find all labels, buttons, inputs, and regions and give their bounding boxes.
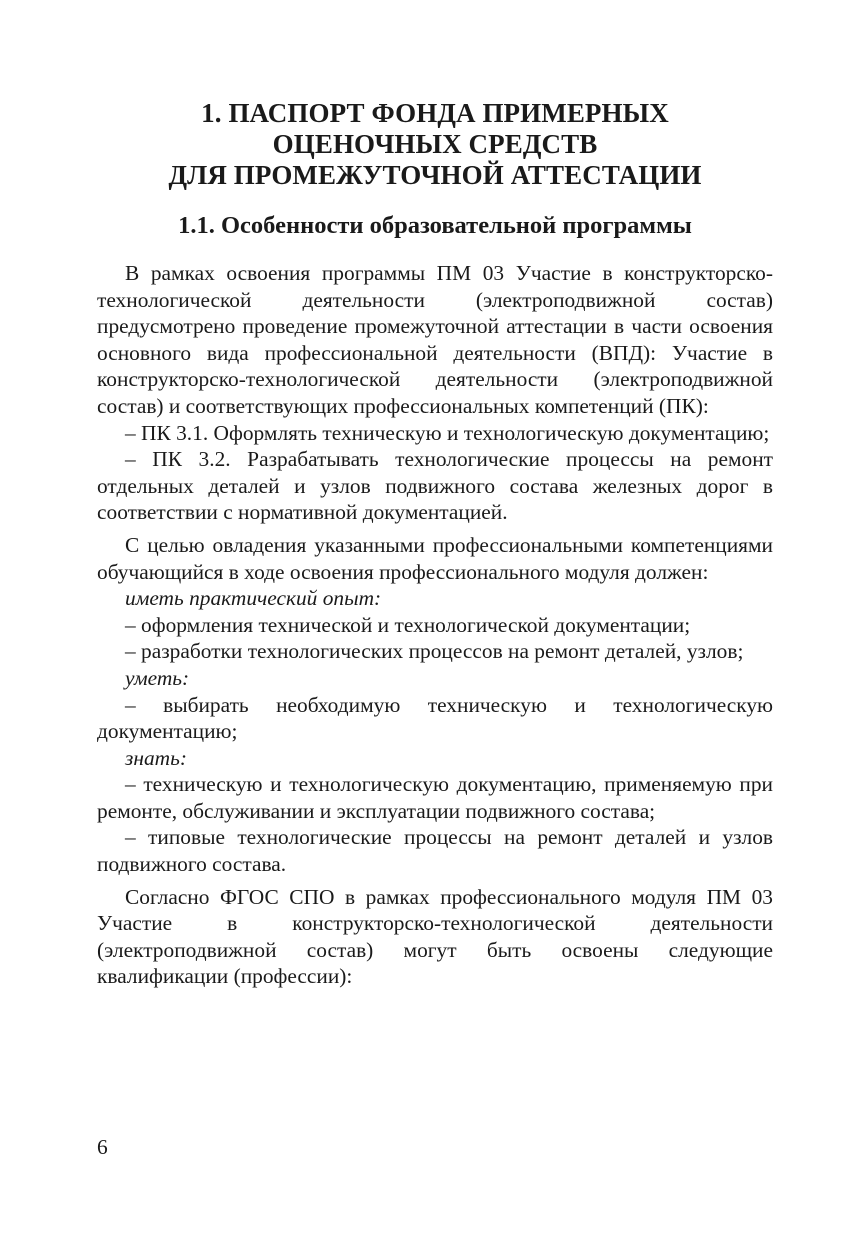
chapter-title-line-3: ДЛЯ ПРОМЕЖУТОЧНОЙ АТТЕСТАЦИИ	[168, 160, 702, 190]
skills-heading: уметь:	[125, 665, 190, 690]
knowledge-item-2: – типовые технологические процессы на ремонт деталей и узлов подвижного состава.	[97, 825, 773, 877]
chapter-title-line-1: 1. ПАСПОРТ ФОНДА ПРИМЕРНЫХ	[201, 98, 669, 128]
body-text	[97, 260, 773, 990]
intro-paragraph: В рамках освоения программы ПМ 03 Участие в конструкторско-технологической деятельности (электроподвижной состав) предусмотрено проведение промежуточной аттестации в части освоения основного вида профессиональной деятельности (ВПД): Участие в конструкторско-технологической деятельности (электроподвижной состав) и соответствующих профессиональных компетенций (ПК):	[97, 261, 773, 418]
competency-pk-3-1: – ПК 3.1. Оформлять техническую и технологическую документацию;	[125, 420, 770, 445]
goal-paragraph: С целью овладения указанными профессиональными компетенциями обучающийся в ходе освоения профессионального модуля должен:	[97, 532, 773, 584]
skills-item-1: – выбирать необходимую техническую и технологическую документацию;	[97, 692, 773, 744]
experience-heading: иметь практический опыт:	[125, 586, 382, 611]
section-title: 1.1. Особенности образовательной программы	[178, 212, 692, 239]
chapter-title	[97, 98, 773, 191]
experience-item-1: – оформления технической и технологической документации;	[125, 612, 691, 637]
chapter-title-line-2: ОЦЕНОЧНЫХ СРЕДСТВ	[272, 129, 598, 159]
page-number: 6	[97, 1135, 108, 1159]
fgos-paragraph: Согласно ФГОС СПО в рамках профессионального модуля ПМ 03 Участие в конструкторско-технологической деятельности (электроподвижной состав) могут быть освоены следующие квалификации (профессии):	[97, 884, 773, 989]
knowledge-heading: знать:	[125, 745, 187, 770]
page-content	[97, 98, 773, 990]
knowledge-item-1: – техническую и технологическую документацию, применяемую при ремонте, обслуживании и эксплуатации подвижного состава;	[97, 772, 773, 823]
experience-item-2: – разработки технологических процессов на ремонт деталей, узлов;	[125, 639, 744, 664]
competency-pk-3-2: – ПК 3.2. Разрабатывать технологические процессы на ремонт отдельных деталей и узлов подвижного состава железных дорог в соответствии с нормативной документацией.	[97, 447, 773, 525]
